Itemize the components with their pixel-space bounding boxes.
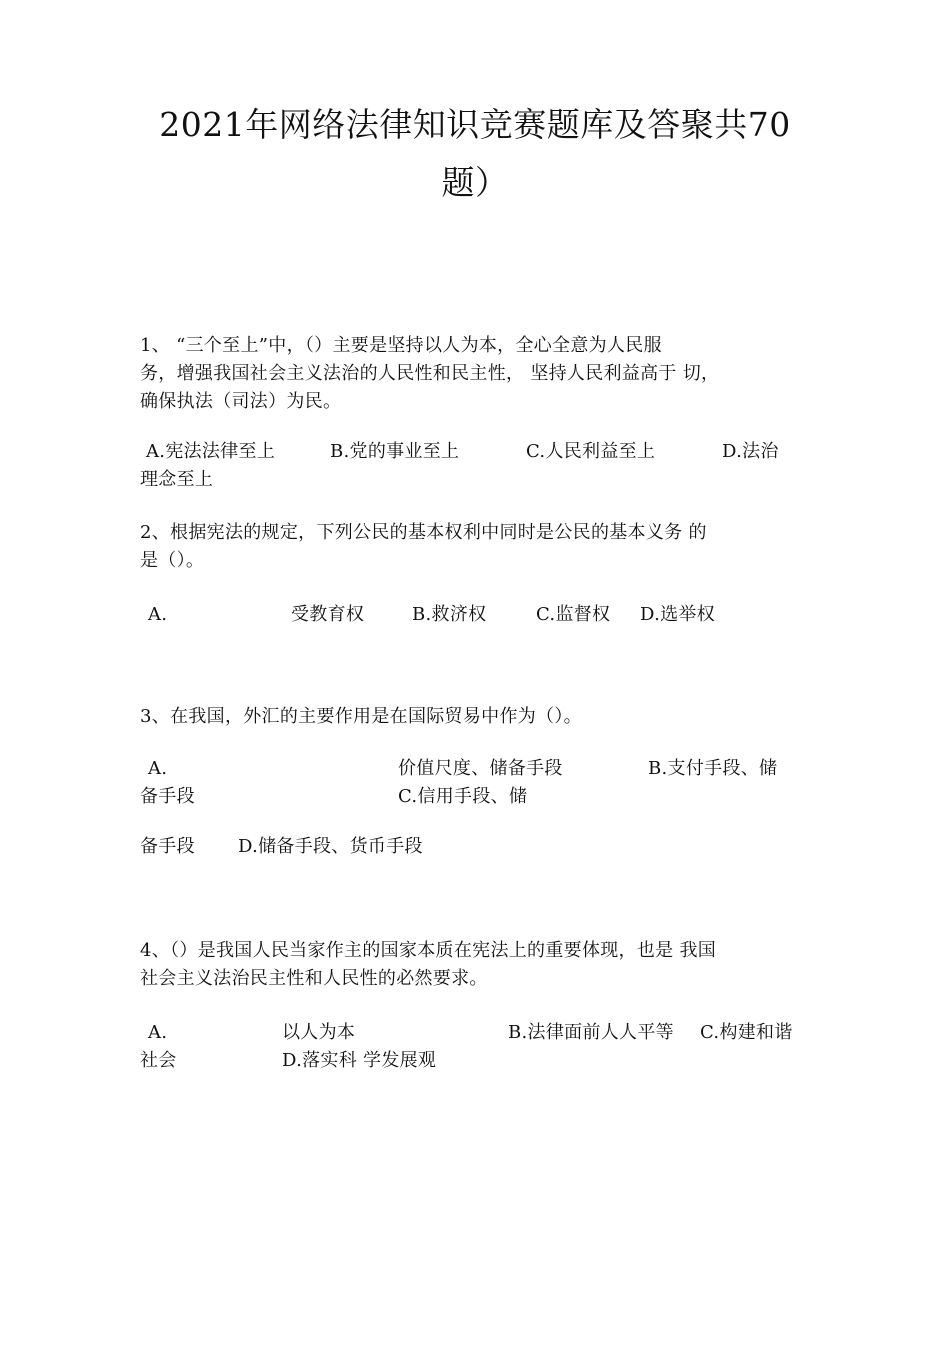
question-2-stem bbox=[140, 519, 812, 575]
question-2-option-c: C.监督权 bbox=[536, 604, 611, 625]
question-1-stem bbox=[140, 332, 812, 416]
question-1-option-d: D.法治 bbox=[722, 441, 779, 462]
question-4-line-1: 4、（）是我国人民当家作主的国家本质在宪法上的重要体现，也是 我国 bbox=[140, 940, 717, 961]
question-1-line-2: 务，增强我国社会主义法治的人民性和民主性， 坚持人民利益高于 切， bbox=[140, 363, 720, 384]
question-4-option-a: 以人为本 bbox=[282, 1022, 356, 1043]
question-3-option-d: D.储备手段、货币手段 bbox=[238, 836, 423, 857]
question-4-options bbox=[140, 1019, 812, 1075]
question-3-option-b-cont: 备手段 bbox=[140, 786, 195, 807]
question-1-line-3: 确保执法（司法）为民。 bbox=[140, 391, 342, 412]
question-1-options bbox=[140, 438, 812, 494]
question-4-stem bbox=[140, 937, 812, 993]
question-3-option-c-cont: 备手段 bbox=[140, 836, 195, 857]
question-2-options bbox=[140, 601, 812, 629]
question-4-option-c-cont: 社会 bbox=[140, 1050, 177, 1071]
document-title bbox=[120, 96, 830, 212]
question-1-option-c: C.人民利益至上 bbox=[526, 441, 656, 462]
question-1-option-b: B.党的事业至上 bbox=[330, 441, 460, 462]
question-4-option-c: C.构建和谐 bbox=[700, 1022, 793, 1043]
question-3-line-1: 3、在我国，外汇的主要作用是在国际贸易中作为（）。 bbox=[140, 706, 582, 727]
question-4-option-b: B.法律面前人人平等 bbox=[508, 1022, 674, 1043]
question-3-option-a-label: A. bbox=[148, 758, 168, 779]
question-3-stem bbox=[140, 703, 812, 731]
question-3-option-b: B.支付手段、储 bbox=[648, 758, 778, 779]
question-2-option-a: 受教育权 bbox=[291, 604, 365, 625]
title-line-2: 题） bbox=[441, 163, 509, 202]
question-2-option-d: D.选举权 bbox=[640, 604, 716, 625]
question-2-option-b: B.救济权 bbox=[412, 604, 487, 625]
title-line-1: 2021年网络法律知识竞赛题库及答聚共70 bbox=[159, 105, 791, 144]
question-3-option-c: C.信用手段、储 bbox=[398, 786, 528, 807]
question-3-option-a: 价值尺度、储备手段 bbox=[398, 758, 563, 779]
question-1-line-1: 1、 “三个至上”中，（）主要是坚持以人为本，全心全意为人民服 bbox=[140, 335, 662, 356]
question-3-options-row-2 bbox=[140, 833, 812, 861]
question-2-line-2: 是（）。 bbox=[140, 550, 205, 571]
question-2-line-1: 2、根据宪法的规定，下列公民的基本权利中同时是公民的基本义务 的 bbox=[140, 522, 707, 543]
question-4-option-d: D.落实科 学发展观 bbox=[282, 1050, 437, 1071]
question-3-options bbox=[140, 755, 812, 811]
question-4-line-2: 社会主义法治民主性和人民性的必然要求。 bbox=[140, 968, 488, 989]
question-1-option-d-cont: 理念至上 bbox=[140, 469, 214, 490]
question-1-option-a: A.宪法法律至上 bbox=[146, 441, 276, 462]
question-2-option-a-label: A. bbox=[148, 604, 168, 625]
question-4-option-a-label: A. bbox=[148, 1022, 168, 1043]
